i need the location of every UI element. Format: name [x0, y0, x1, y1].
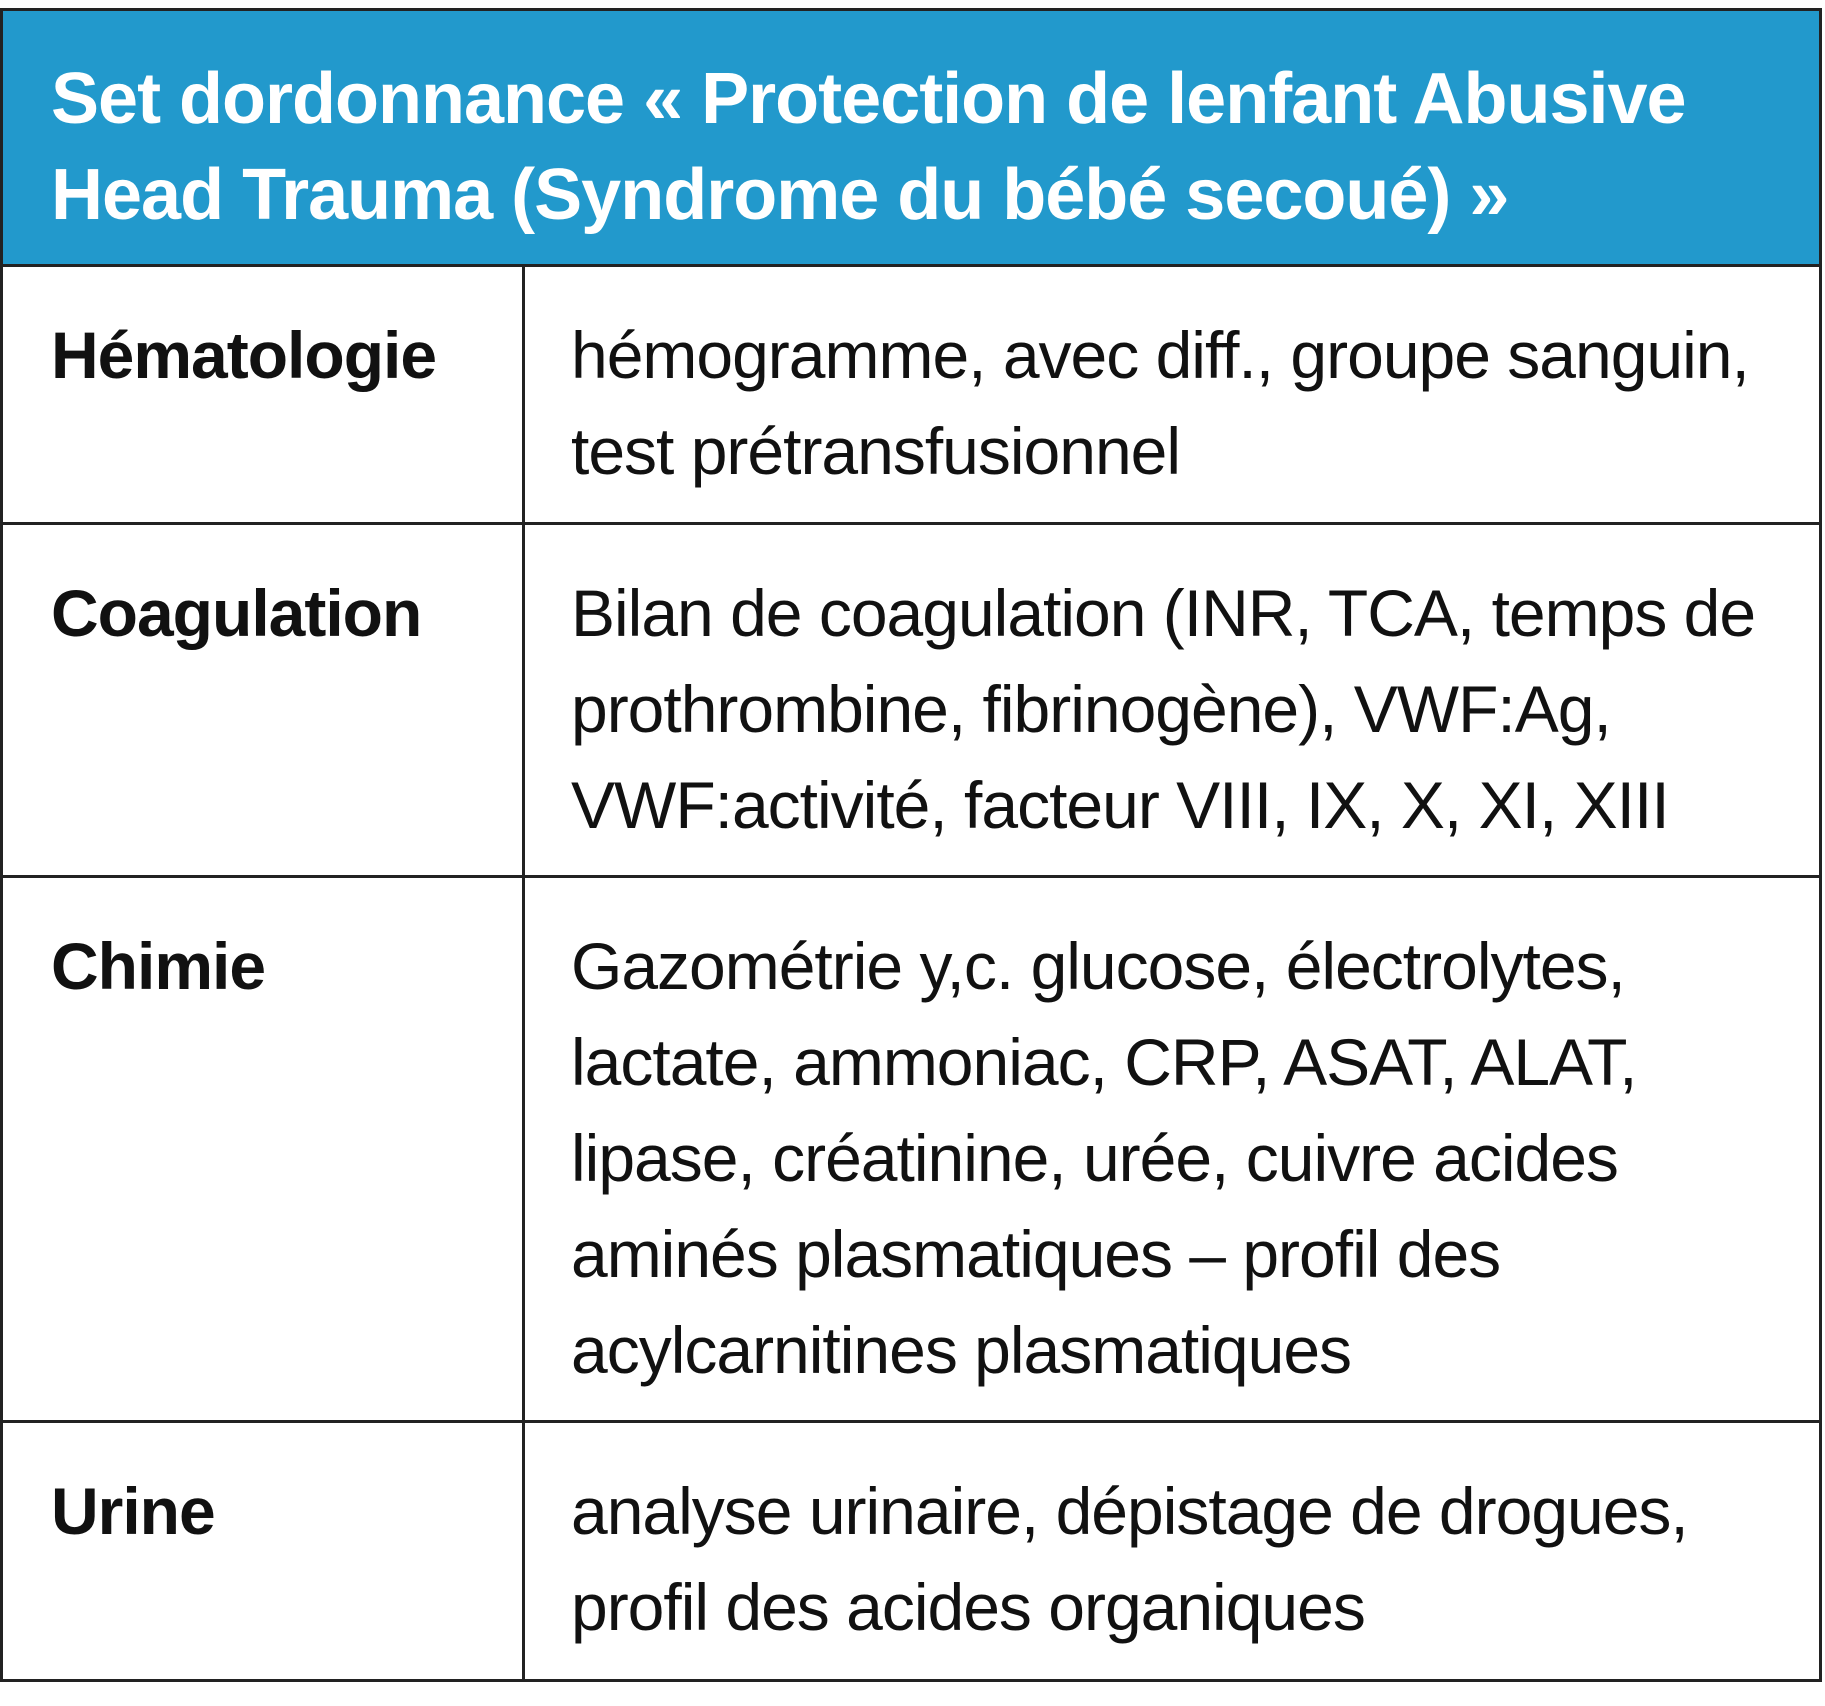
table-row-hematologie: [3, 267, 1819, 525]
table-row-urine: [3, 1423, 1819, 1679]
table-title: Set dordonnance « Protection de lenfant Abusive Head Trauma (Syndrome du bébé secoué) »: [51, 59, 1686, 235]
row-label: Coagulation: [3, 525, 525, 875]
row-value: Gazométrie y,c. glucose, électrolytes, lactate, ammoniac, CRP, ASAT, ALAT, lipase, créatinine, urée, cuivre acides aminés plasmatiques – profil des acylcarnitines plasmatiques: [571, 929, 1637, 1387]
row-label: Chimie: [3, 878, 525, 1420]
table-header: [3, 11, 1819, 267]
row-value: Bilan de coagulation (INR, TCA, temps de prothrombine, fibrinogène), VWF:Ag, VWF:activité, facteur VIII, IX, X, XI, XIII: [571, 576, 1756, 842]
row-label: Urine: [3, 1423, 525, 1679]
table-row-chimie: [3, 878, 1819, 1423]
row-value: hémogramme, avec diff., groupe sanguin, test prétransfusionnel: [571, 318, 1749, 488]
table-row-coagulation: [3, 525, 1819, 878]
row-value: analyse urinaire, dépistage de drogues, profil des acides organiques: [571, 1474, 1688, 1644]
order-set-table: [0, 8, 1822, 1682]
row-label: Hématologie: [3, 267, 525, 522]
